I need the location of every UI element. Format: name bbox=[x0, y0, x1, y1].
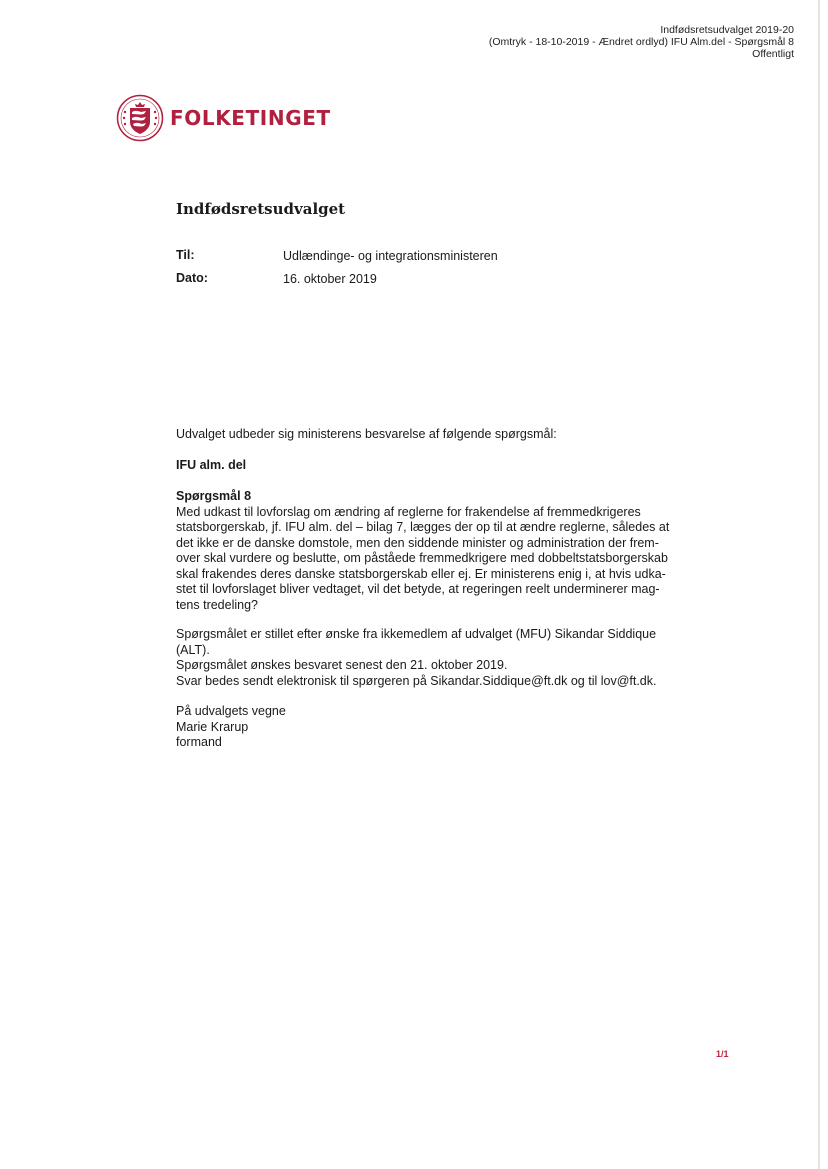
folketinget-logo bbox=[116, 94, 331, 142]
intro-text: Udvalget udbeder sig ministerens besvarelse af følgende spørgsmål: bbox=[176, 427, 557, 441]
page-number: 1/1 bbox=[716, 1049, 729, 1059]
to-value: Udlændinge- og integrationsministeren bbox=[283, 249, 498, 263]
question-title: Spørgsmål 8 bbox=[176, 489, 252, 503]
header-stamp bbox=[489, 24, 794, 60]
committee-title: Indfødsretsudvalget bbox=[176, 200, 346, 218]
signature-name: Marie Krarup bbox=[176, 719, 249, 734]
question-line: det ikke er de danske domstole, men den siddende minister og administration der frem- bbox=[176, 535, 659, 550]
note-line: Spørgsmålet ønskes besvaret senest den 21. oktober 2019. bbox=[176, 658, 508, 672]
date-label: Dato: bbox=[176, 271, 208, 285]
logo-text: FOLKETINGET bbox=[170, 106, 331, 130]
reference-heading: IFU alm. del bbox=[176, 458, 247, 472]
to-label: Til: bbox=[176, 248, 195, 262]
stamp-line-2: (Omtryk - 18-10-2019 - Ændret ordlyd) IFU Alm.del - Spørgsmål 8 bbox=[488, 36, 794, 48]
coat-of-arms-icon bbox=[116, 94, 164, 142]
notes-block bbox=[176, 627, 696, 689]
note-line: Svar bedes sendt elektronisk til spørgeren på Sikandar.Siddique@ft.dk og til lov@ft.dk. bbox=[176, 673, 657, 688]
signature-block bbox=[176, 704, 676, 751]
question-block bbox=[176, 489, 696, 613]
question-line: Med udkast til lovforslag om ændring af reglerne for frakendelse af fremmedkrigeres bbox=[176, 504, 641, 519]
question-line: stet til lovforslaget bliver vedtaget, vil det betyde, at regeringen reelt underminerer mag- bbox=[176, 582, 660, 596]
note-line: (ALT). bbox=[176, 642, 210, 657]
note-line: Spørgsmålet er stillet efter ønske fra ikkemedlem af udvalget (MFU) Sikandar Siddique bbox=[176, 627, 657, 641]
date-value: 16. oktober 2019 bbox=[283, 272, 377, 286]
question-line: over skal vurdere og beslutte, om påståede fremmedkrigere med dobbeltstatsborgerskab bbox=[176, 551, 668, 565]
stamp-line-3: Offentligt bbox=[752, 48, 794, 60]
question-line: tens tredeling? bbox=[176, 597, 259, 612]
signature-line: På udvalgets vegne bbox=[176, 704, 286, 718]
scan-edge bbox=[818, 0, 820, 1169]
question-line: skal frakendes deres danske statsborgerskab eller ej. Er ministerens enig i, at hvis udka- bbox=[176, 566, 666, 581]
signature-role: formand bbox=[176, 735, 222, 749]
question-line: statsborgerskab, jf. IFU alm. del – bilag 7, lægges der op til at ændre reglerne, således at bbox=[176, 520, 670, 534]
stamp-line-1: Indfødsretsudvalget 2019-20 bbox=[660, 24, 794, 36]
